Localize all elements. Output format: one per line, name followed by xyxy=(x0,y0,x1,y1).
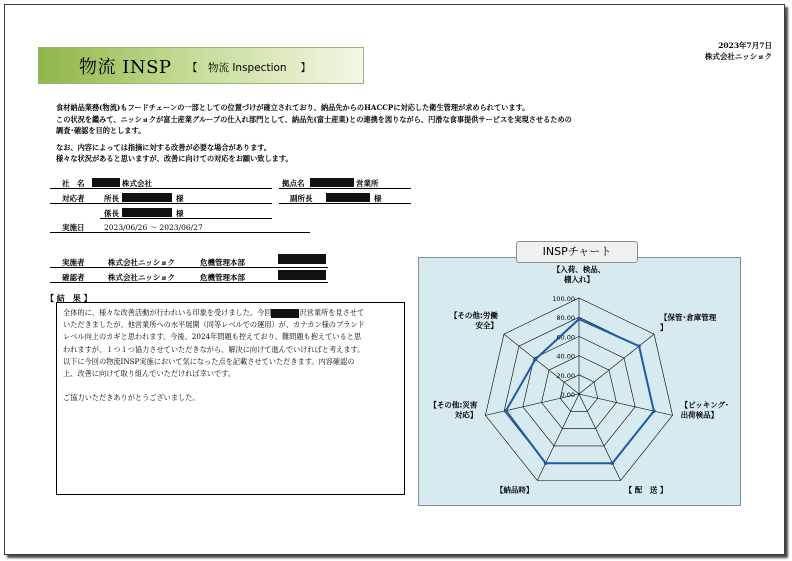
page-title: 物流 INSP xyxy=(79,57,172,78)
manager-label: 所長 xyxy=(104,194,119,203)
branch-name-redacted xyxy=(310,177,354,187)
intro-text xyxy=(56,102,572,165)
company-underline xyxy=(50,188,272,189)
radar-chart xyxy=(419,258,740,505)
axis-spoke xyxy=(537,394,579,480)
data-point xyxy=(637,344,641,348)
confirmer-dept: 危機管理本部 xyxy=(200,273,245,282)
result-text: 沢営業所を見させて xyxy=(299,308,365,317)
result-line: レベル向上のカギと思われます。今後、2024年問題も控えており、難問題も抱えていると思 xyxy=(63,332,362,342)
executor-dept: 危機管理本部 xyxy=(200,258,245,267)
intro-line: 調査･確認を目的とします。 xyxy=(56,126,146,135)
date-label: 実施日 xyxy=(62,223,85,232)
category-label-line: 対応】 xyxy=(454,410,478,420)
issuer-company: 株式会社ニッショク xyxy=(704,52,772,61)
category-label xyxy=(450,310,498,330)
chart-panel xyxy=(418,257,741,506)
confirmer-label: 確認者 xyxy=(62,273,85,282)
deputy-name-redacted xyxy=(326,192,370,202)
category-label-line: 】 xyxy=(660,323,668,333)
result-line xyxy=(63,307,398,319)
category-label xyxy=(553,264,606,284)
result-box xyxy=(56,302,405,495)
result-line: 上、改善に向けて取り組んでいただければ幸いです。 xyxy=(63,369,235,379)
chief-underline xyxy=(100,218,272,219)
tick-label: 0.00 xyxy=(560,391,575,399)
date-block xyxy=(705,40,772,62)
category-label xyxy=(681,399,729,419)
manager-honorific: 様 xyxy=(176,194,184,203)
company-suffix: 株式会社 xyxy=(122,179,152,188)
result-line: われますが、１つ１つ協力させていただきながら、解決に向けて進んでいければと考えます。 xyxy=(63,344,365,354)
category-label-line: 出荷検品】 xyxy=(680,410,719,420)
result-line xyxy=(63,380,398,392)
result-line: ご協力いただきありがとうございました。 xyxy=(63,393,200,403)
executor-company: 株式会社ニッショク xyxy=(108,258,176,267)
redacted-location xyxy=(271,309,299,318)
intro-line: 食材納品業務(物流)もフードチェーンの一部としての位置づけが確立されており、納品先からのHACCPに対応した衛生管理が求められています。 xyxy=(56,103,530,112)
tick-label: 20.00 xyxy=(556,371,575,380)
chief-honorific: 様 xyxy=(176,209,184,218)
deputy-label: 副所長 xyxy=(290,194,313,203)
manager-name-redacted xyxy=(122,192,172,202)
branch-label: 拠点名 xyxy=(282,179,305,188)
result-text: 全体的に、様々な改善活動が行われいる印象を受けました。今回 xyxy=(63,308,272,317)
axis-spoke xyxy=(504,334,579,394)
contact-label: 対応者 xyxy=(62,194,85,203)
tick-label: 100.00 xyxy=(552,295,575,303)
category-label-line: 【 配 送 】 xyxy=(624,485,668,495)
confirmer-name-redacted xyxy=(278,270,326,280)
executor-name-redacted xyxy=(278,254,326,264)
chief-name-redacted xyxy=(122,207,172,217)
deputy-underline xyxy=(279,203,411,204)
axis-spoke xyxy=(579,394,621,480)
confirmer-underline xyxy=(50,282,328,283)
result-label: 【 結 果 】 xyxy=(46,293,92,303)
chart-title: INSPチャート xyxy=(516,241,638,263)
category-label xyxy=(625,484,668,494)
inspection-date: 2023/06/26 ～ 2023/06/27 xyxy=(104,223,203,232)
chief-label: 係長 xyxy=(104,209,119,218)
category-label-line: 【ピッキング･ xyxy=(680,400,729,410)
axis-spoke xyxy=(579,394,673,415)
page-subtitle: 【 物流 Inspection 】 xyxy=(187,62,311,74)
data-point xyxy=(504,409,508,413)
category-label xyxy=(660,312,717,332)
executor-label: 実施者 xyxy=(62,258,85,267)
data-point xyxy=(652,409,656,413)
data-point xyxy=(611,461,615,465)
branch-suffix: 営業所 xyxy=(356,179,379,188)
date-underline xyxy=(50,232,310,233)
company-label: 社 名 xyxy=(62,179,85,188)
intro-line: 様々な状況があると思いますが、改善に向けての対応をお願い致します。 xyxy=(56,154,293,163)
data-point xyxy=(534,357,538,361)
category-label-line: 【保管･倉庫管理 xyxy=(660,313,717,323)
tick-label: 80.00 xyxy=(556,314,575,323)
confirmer-company: 株式会社ニッショク xyxy=(108,273,176,282)
category-label xyxy=(496,484,534,494)
executor-underline xyxy=(50,267,328,268)
category-label xyxy=(429,399,477,419)
tick-label: 60.00 xyxy=(556,333,575,342)
category-label-line: 【入荷、検品、 xyxy=(552,265,606,274)
deputy-honorific: 様 xyxy=(374,194,382,203)
company-name-redacted xyxy=(92,177,120,187)
result-line: 以下に今回の物流INSP実施において気になった点を記載させていただきます。内容確認の xyxy=(63,356,355,366)
branch-underline xyxy=(279,188,411,189)
data-point xyxy=(577,317,581,321)
intro-line: なお、内容によっては指摘に対する改善が必要な場合があります。 xyxy=(56,142,272,152)
category-label-line: 安全】 xyxy=(475,321,498,331)
tick-label: 40.00 xyxy=(556,352,575,361)
category-label-line: 【その他:労働 xyxy=(449,311,498,321)
report-date: 2023年7月7日 xyxy=(718,41,772,50)
category-label-line: 【納品時】 xyxy=(495,485,534,495)
contact-underline xyxy=(50,203,272,204)
intro-line: この状況を鑑みて、ニッショクが富士産業グループの仕入れ部門として、納品先(富士産業)との連携を図りながら、円滑な食事提供サービスを実現させるための xyxy=(56,114,572,124)
category-label-line: 棚入れ】 xyxy=(564,275,594,284)
data-point xyxy=(544,461,548,465)
title-banner xyxy=(38,47,364,84)
category-label-line: 【その他:災害 xyxy=(429,400,478,410)
result-line: いただきましたが、他営業所への水平展開（同等レベルでの運用）が、カナカン様のブランド xyxy=(63,320,365,330)
